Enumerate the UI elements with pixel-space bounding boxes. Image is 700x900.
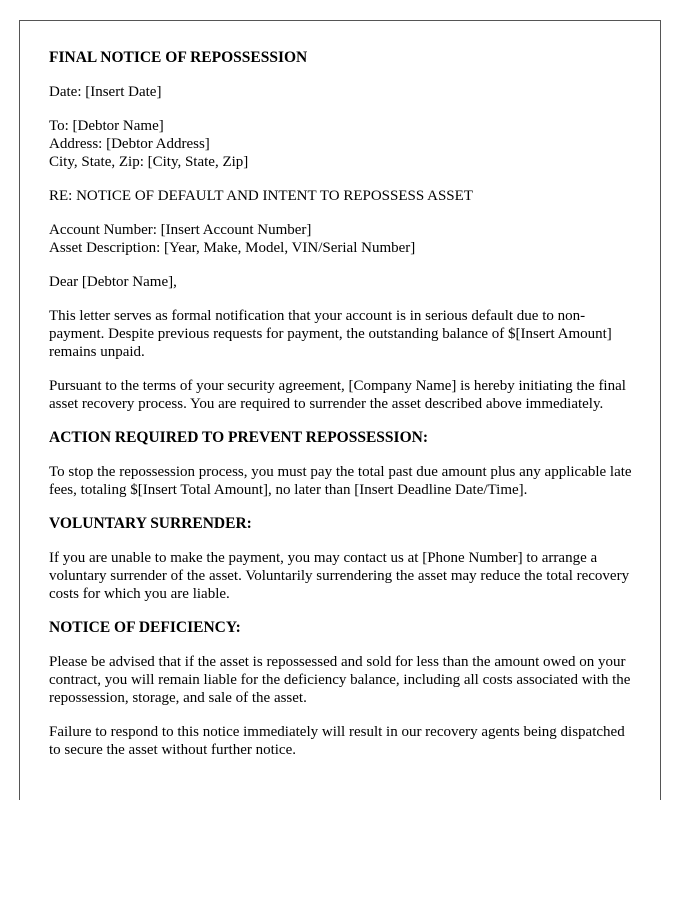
letter-title: FINAL NOTICE OF REPOSSESSION: [49, 49, 308, 66]
recipient-name: To: [Debtor Name]: [49, 118, 164, 134]
recipient-address: Address: [Debtor Address]: [49, 136, 210, 152]
heading-voluntary-surrender: VOLUNTARY SURRENDER:: [49, 515, 252, 532]
heading-action-required: ACTION REQUIRED TO PREVENT REPOSSESSION:: [49, 429, 428, 446]
paragraph-default: This letter serves as formal notification that your account is in serious default due to non-payment. Despite previous requests for payment, the outstanding balance of $[Insert Amount] remains unpaid.: [49, 308, 612, 360]
date-line: Date: [Insert Date]: [49, 84, 162, 100]
paragraph-voluntary: If you are unable to make the payment, you may contact us at [Phone Number] to arrange a voluntary surrender of the asset. Voluntarily surrendering the asset may reduce the total recovery costs for which you are liable.: [49, 550, 630, 602]
asset-description: Asset Description: [Year, Make, Model, VIN/Serial Number]: [49, 240, 416, 256]
subject-line: RE: NOTICE OF DEFAULT AND INTENT TO REPOSSESS ASSET: [49, 188, 473, 204]
paragraph-deficiency: Please be advised that if the asset is repossessed and sold for less than the amount owed on your contract, you will remain liable for the deficiency balance, including all costs associated with the repossession, storage, and sale of the asset.: [49, 654, 631, 706]
letter-page: [19, 20, 661, 800]
paragraph-failure: Failure to respond to this notice immediately will result in our recovery agents being dispatched to secure the asset without further notice.: [49, 724, 625, 758]
recipient-city: City, State, Zip: [City, State, Zip]: [49, 154, 249, 170]
account-block: [49, 221, 639, 257]
paragraph-action: To stop the repossession process, you must pay the total past due amount plus any applicable late fees, totaling $[Insert Total Amount], no later than [Insert Deadline Date/Time].: [49, 464, 632, 498]
heading-notice-of-deficiency: NOTICE OF DEFICIENCY:: [49, 619, 241, 636]
letter-body: [49, 49, 639, 775]
account-number: Account Number: [Insert Account Number]: [49, 222, 312, 238]
recipient-block: [49, 117, 639, 171]
paragraph-pursuant: Pursuant to the terms of your security agreement, [Company Name] is hereby initiating the final asset recovery process. You are required to surrender the asset described above immediately.: [49, 378, 626, 412]
salutation: Dear [Debtor Name],: [49, 274, 177, 290]
